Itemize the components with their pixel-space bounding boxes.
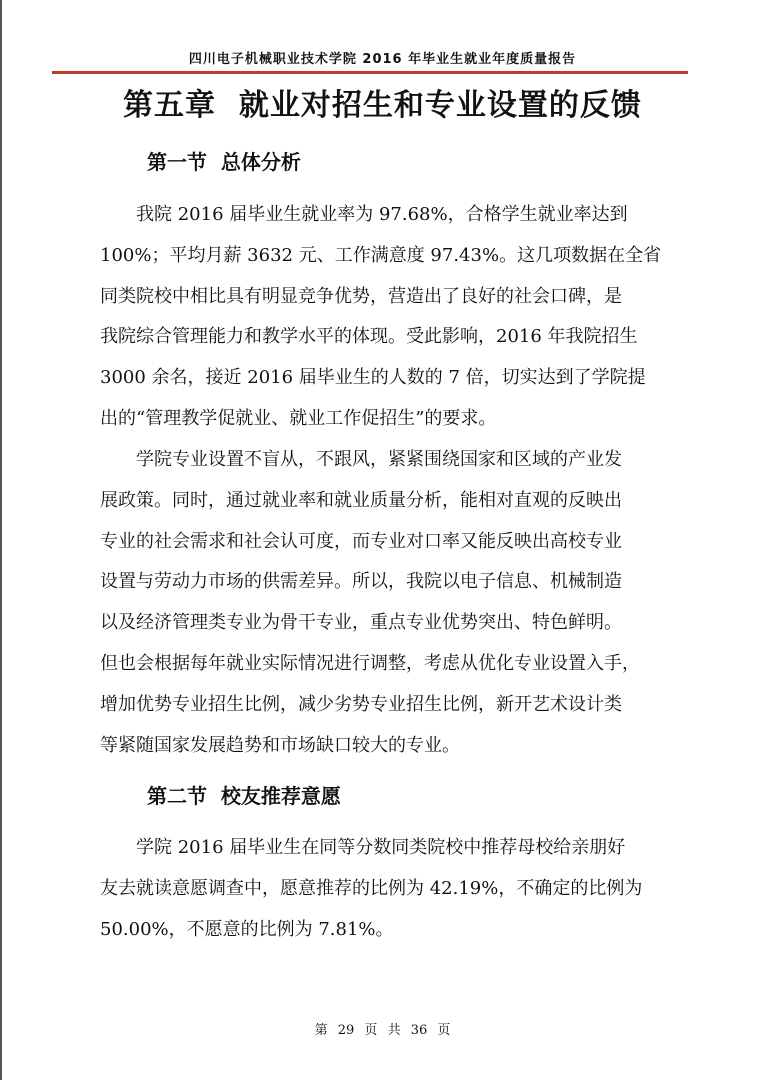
text-line: 以及经济管理类专业为骨干专业，重点专业优势突出、特色鲜明。 bbox=[100, 612, 622, 634]
text-line: 我院 2016 届毕业生就业率为 97.68%，合格学生就业率达到 bbox=[100, 204, 628, 225]
report-header: 四川电子机械职业技术学院 2016 年毕业生就业年度质量报告 bbox=[188, 52, 577, 67]
header-divider bbox=[52, 71, 688, 74]
text-line: 出的“管理教学促就业、就业工作促招生”的要求。 bbox=[100, 407, 497, 429]
paragraph-program-setting bbox=[100, 440, 700, 766]
text-line: 100%；平均月薪 3632 元、工作满意度 97.43%。这几项数据在全省 bbox=[100, 244, 662, 266]
section-title-overall-analysis: 第一节 总体分析 bbox=[147, 150, 301, 174]
text-line: 我院综合管理能力和教学水平的体现。受此影响，2016 年我院招生 bbox=[100, 326, 638, 348]
text-line: 同类院校中相比具有明显竞争优势，营造出了良好的社会口碑，是 bbox=[100, 285, 622, 307]
section-title-alumni-recommendation: 第二节 校友推荐意愿 bbox=[147, 784, 341, 808]
text-line: 等紧随国家发展趋势和市场缺口较大的专业。 bbox=[100, 734, 460, 756]
text-line: 学院 2016 届毕业生在同等分数同类院校中推荐母校给亲朋好 bbox=[100, 837, 626, 858]
page-left-border bbox=[0, 0, 2, 1080]
text-line: 设置与劳动力市场的供需差异。所以，我院以电子信息、机械制造 bbox=[100, 571, 622, 593]
paragraph-employment-summary bbox=[100, 195, 700, 440]
text-line: 展政策。同时，通过就业率和就业质量分析，能相对直观的反映出 bbox=[100, 489, 622, 511]
text-line: 但也会根据每年就业实际情况进行调整，考虑从优化专业设置入手， bbox=[100, 652, 640, 674]
text-line: 专业的社会需求和社会认可度，而专业对口率又能反映出高校专业 bbox=[100, 530, 622, 552]
text-line: 增加优势专业招生比例，减少劣势专业招生比例，新开艺术设计类 bbox=[100, 693, 622, 715]
text-line: 3000 余名，接近 2016 届毕业生的人数的 7 倍，切实达到了学院提 bbox=[100, 367, 646, 389]
text-line: 学院专业设置不盲从，不跟风，紧紧围绕国家和区域的产业发 bbox=[100, 449, 622, 470]
page-number: 第 29 页 共 36 页 bbox=[314, 1023, 451, 1038]
text-line: 友去就读意愿调查中，愿意推荐的比例为 42.19%，不确定的比例为 bbox=[100, 877, 643, 899]
chapter-title: 第五章 就业对招生和专业设置的反馈 bbox=[123, 88, 642, 123]
text-line: 50.00%，不愿意的比例为 7.81%。 bbox=[100, 918, 394, 940]
paragraph-alumni-recommendation bbox=[100, 828, 700, 950]
